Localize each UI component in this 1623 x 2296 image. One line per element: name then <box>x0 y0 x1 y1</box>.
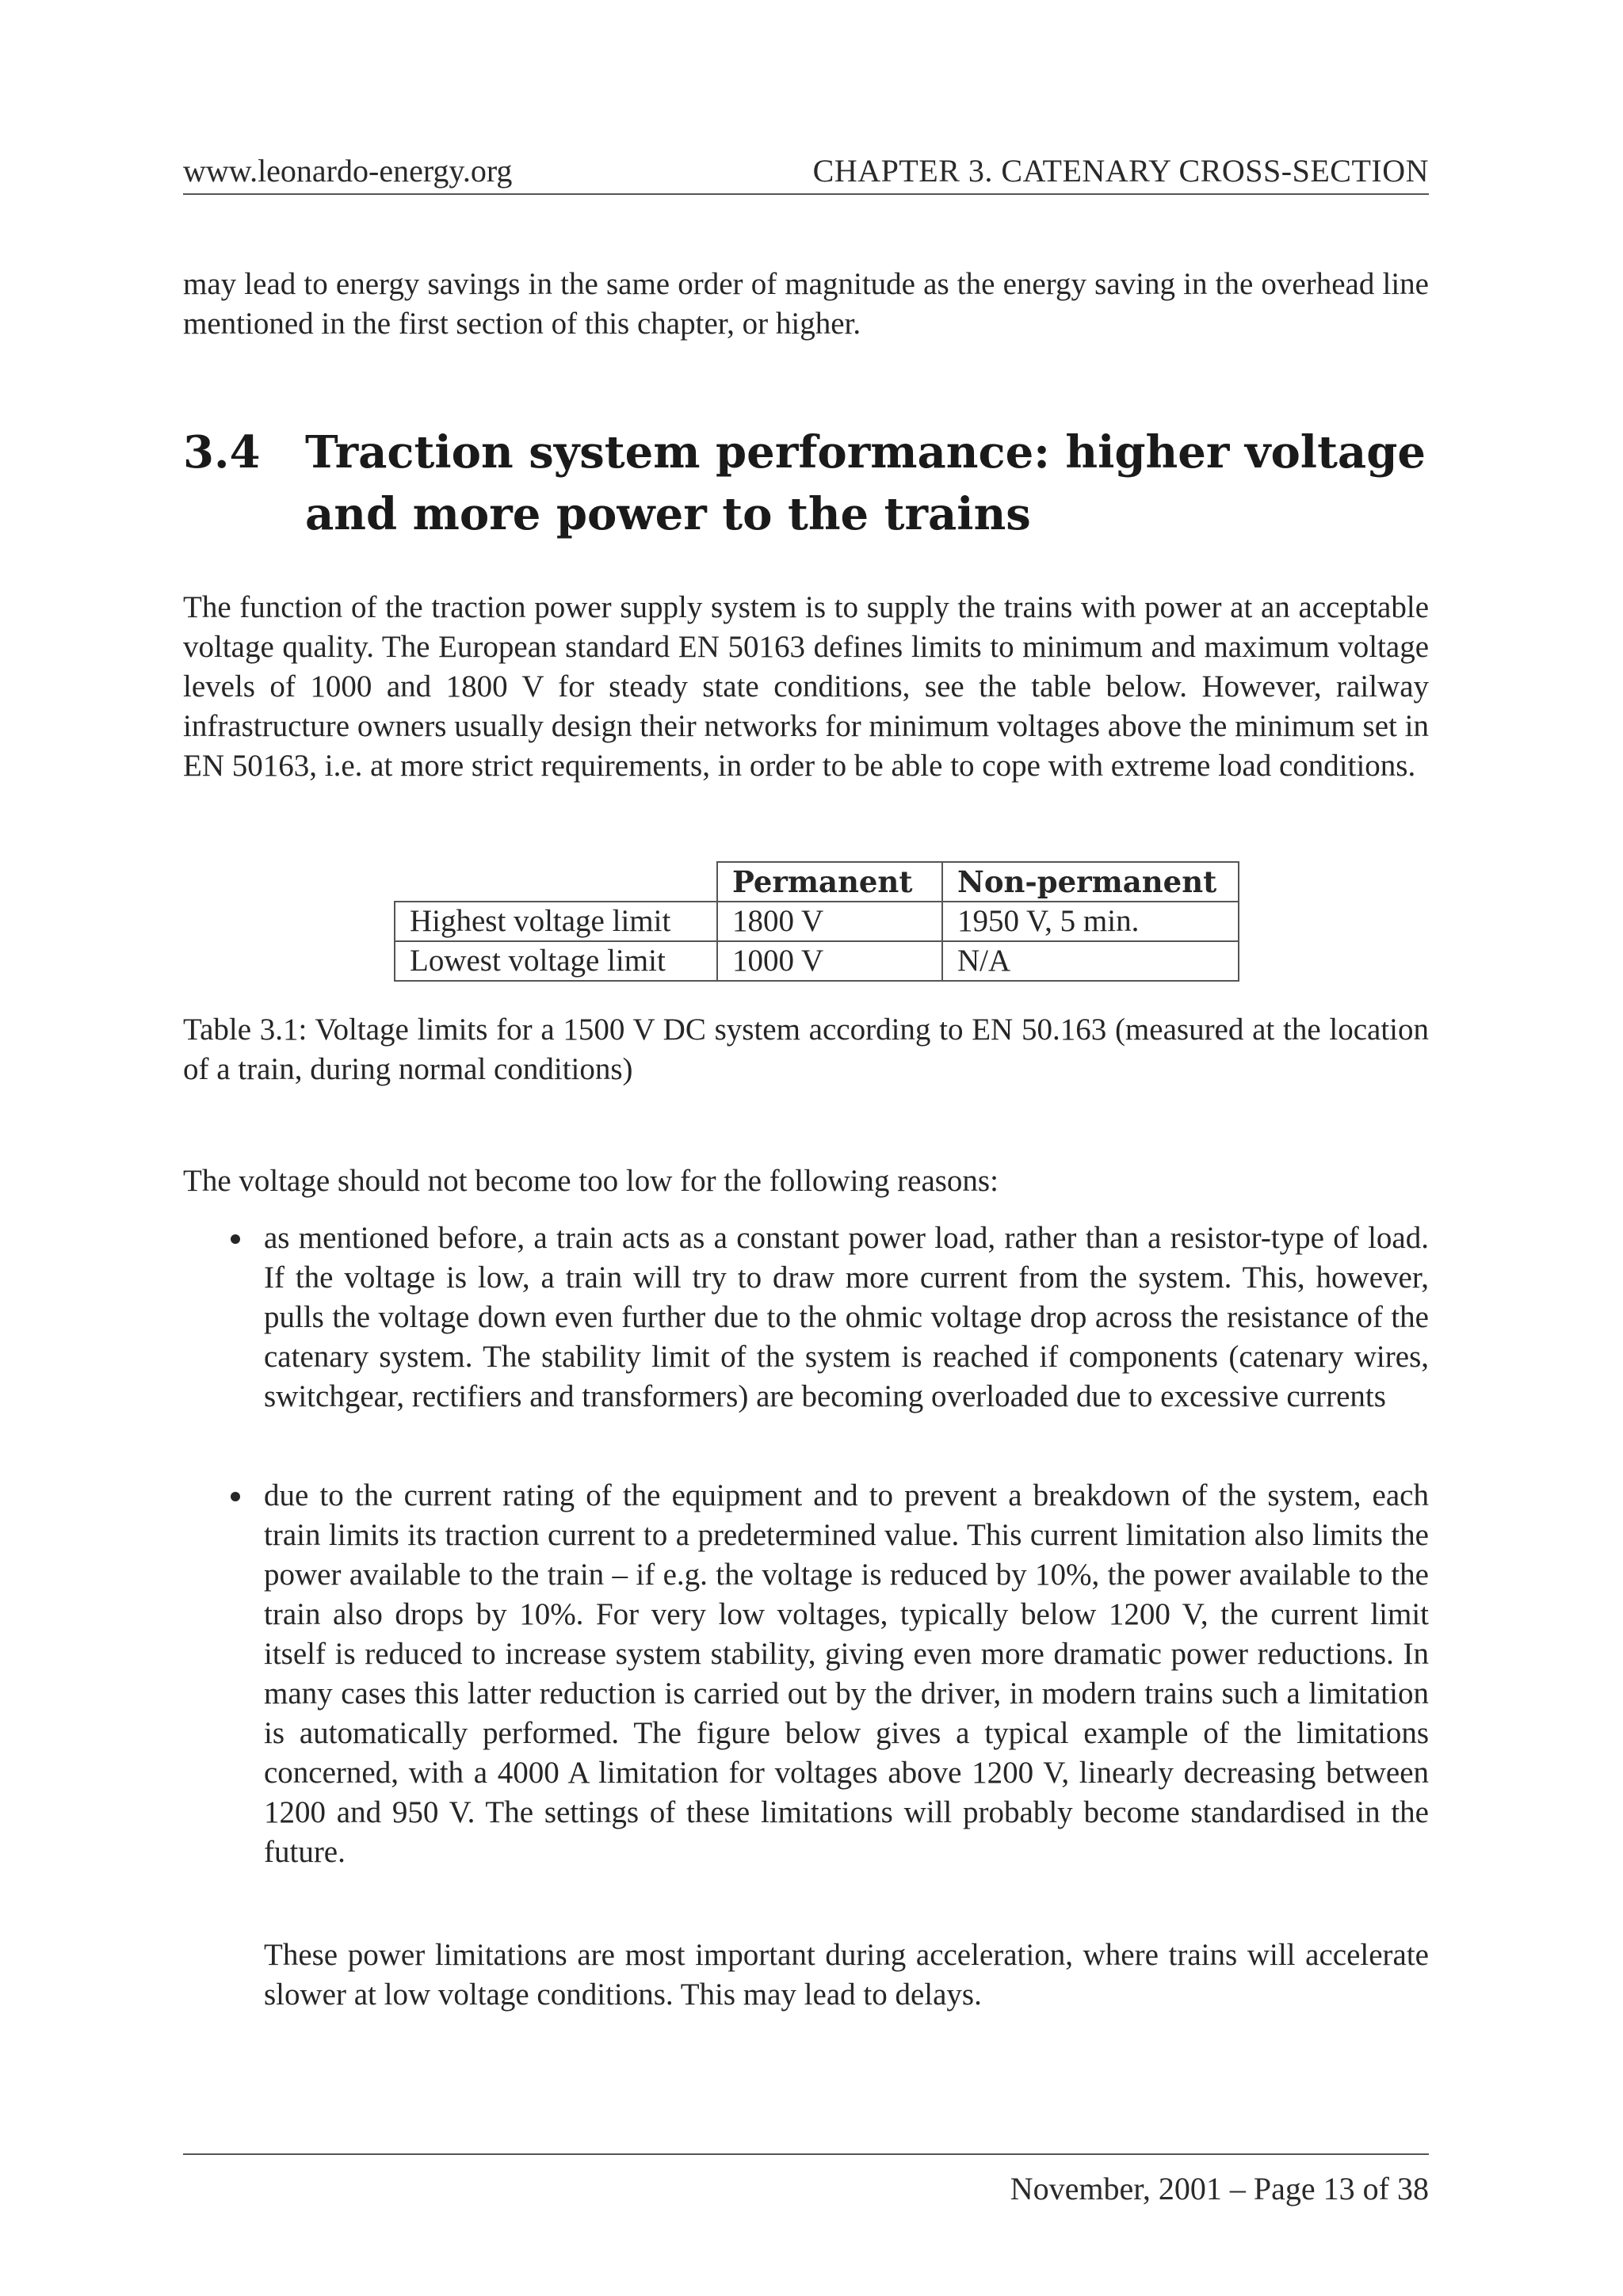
section-number: 3.4 <box>183 426 261 479</box>
table-cell: Lowest voltage limit <box>395 941 717 981</box>
table-cell: 1000 V <box>717 941 942 981</box>
table-cell: N/A <box>942 941 1239 981</box>
header-chapter: CHAPTER 3. CATENARY CROSS-SECTION <box>812 153 1429 189</box>
table-header-cell: Permanent <box>717 862 942 902</box>
table-header-row <box>395 862 1239 902</box>
table-caption: Table 3.1: Voltage limits for a 1500 V DC system according to EN 50.163 (measured at the location of a train, during normal conditions) <box>183 1013 1429 1086</box>
footer-page-info: November, 2001 – Page 13 of 38 <box>1010 2171 1429 2206</box>
header-website: www.leonardo-energy.org <box>183 153 513 189</box>
document-page <box>183 0 1429 2296</box>
list-item-text: due to the current rating of the equipment and to prevent a breakdown of the system, each train limits its traction current to a predetermined value. This current limitation also limits the power available to the train – if e.g. the voltage is reduced by 10%, the power available to the train also drops by 10%. For very low voltages, typically below 1200 V, the current limit itself is reduced to increase system stability, giving even more dramatic power reductions. In many cases this latter reduction is carried out by the driver, in modern trains such a limitation is automatically performed. The figure below gives a typical example of the limitations concerned, with a 4000 A limitation for voltages above 1200 V, linearly decreasing between 1200 and 950 V. The settings of these limitations will probably become standardised in the future. <box>264 1478 1429 1869</box>
list-item-text: as mentioned before, a train acts as a constant power load, rather than a resistor-type of load. If the voltage is low, a train will try to draw more current from the system. This, however, pulls the voltage down even further due to the ohmic voltage drop across the resistance of the catenary system. The stability limit of the system is reached if components (catenary wires, switchgear, rectifiers and transformers) are becoming overloaded due to excessive currents <box>264 1221 1429 1413</box>
intro-paragraph: may lead to energy savings in the same order of magnitude as the energy saving in the overhead line mentioned in the first section of this chapter, or higher. <box>183 267 1429 341</box>
table-header-cell: Non-permanent <box>942 862 1239 902</box>
running-header <box>183 149 1429 195</box>
bullet-icon <box>231 1492 240 1501</box>
bullet-icon <box>231 1234 240 1244</box>
paragraph-1: The function of the traction power supply system is to supply the trains with power at an acceptable voltage quality. The European standard EN 50163 defines limits to minimum and maximum voltage levels of 1000 and 1800 V for steady state conditions, see the table below. However, railway infrastructure owners usually design their networks for minimum voltages above the minimum set in EN 50163, i.e. at more strict requirements, in order to be able to cope with extreme load conditions. <box>183 590 1429 783</box>
table-header-cell <box>395 862 717 902</box>
table-cell: 1800 V <box>717 902 942 941</box>
table-row <box>395 902 1239 941</box>
section-title: Traction system performance: higher voltage and more power to the trains <box>305 426 1426 540</box>
voltage-limits-table <box>394 861 1239 982</box>
table-cell: 1950 V, 5 min. <box>942 902 1239 941</box>
table-cell: Highest voltage limit <box>395 902 717 941</box>
paragraph-2: The voltage should not become too low for the following reasons: <box>183 1164 999 1198</box>
list-item-followup-text: These power limitations are most important during acceleration, where trains will accelerate slower at low voltage conditions. This may lead to delays. <box>264 1938 1429 2012</box>
table-row <box>395 941 1239 981</box>
footer-divider <box>183 2153 1429 2155</box>
